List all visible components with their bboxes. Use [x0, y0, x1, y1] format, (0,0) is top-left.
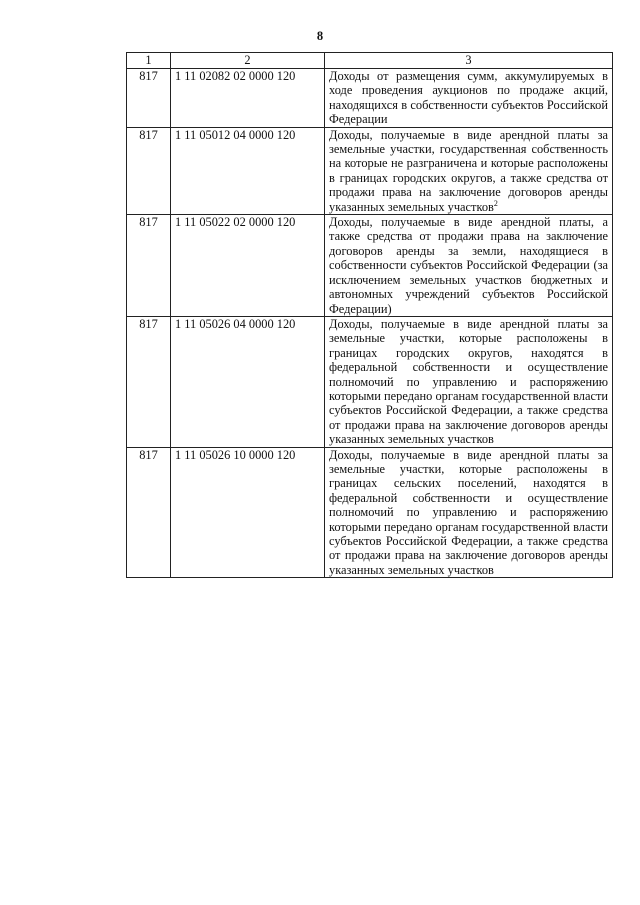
agency-code-cell: 817: [127, 316, 171, 447]
revenue-codes-table: [126, 52, 613, 578]
table-row: [127, 215, 613, 317]
agency-code-cell: 817: [127, 69, 171, 128]
table-header: [127, 53, 613, 69]
revenue-code-cell: 1 11 05012 04 0000 120: [171, 127, 325, 214]
agency-code-cell: 817: [127, 447, 171, 578]
agency-code-cell: 817: [127, 127, 171, 214]
revenue-code-cell: 1 11 05026 04 0000 120: [171, 316, 325, 447]
description-cell: [325, 316, 613, 447]
description-text: Доходы, получаемые в виде арендной платы за земельные участки, которые расположены в границах сельских поселений, находятся в федеральной собственности и осуществление полномочий по управлению и распоряжению которыми передано органам государственной власти субъектов Российской Федерации, а также средства от продажи права на заключение договоров аренды указанных земельных участков: [329, 447, 608, 577]
header-row: [127, 53, 613, 69]
table-row: [127, 316, 613, 447]
table-row: [127, 447, 613, 578]
column-header-3: 3: [325, 53, 613, 69]
table-row: [127, 69, 613, 128]
column-header-1: 1: [127, 53, 171, 69]
revenue-code-cell: 1 11 05022 02 0000 120: [171, 215, 325, 317]
table-row: [127, 127, 613, 214]
footnote-marker: 2: [493, 198, 498, 208]
description-text: Доходы, получаемые в виде арендной платы за земельные участки, которые расположены в границах городских округов, находятся в федеральной собственности и осуществление полномочий по управлению и распоряжению которыми передано органам государственной власти субъектов Российской Федерации, а также средства от продажи права на заключение договоров аренды указанных земельных участков: [329, 316, 608, 447]
table-body: [127, 69, 613, 578]
revenue-code-cell: 1 11 02082 02 0000 120: [171, 69, 325, 128]
description-cell: [325, 447, 613, 578]
revenue-code-cell: 1 11 05026 10 0000 120: [171, 447, 325, 578]
description-cell: [325, 215, 613, 317]
column-header-2: 2: [171, 53, 325, 69]
page-number: 8: [316, 29, 324, 43]
description-text: Доходы, получаемые в виде арендной платы, а также средства от продажи права на заключение договоров аренды за земли, находящиеся в собственности субъектов Российской Федерации (за исключением земельных участков бюджетных и автономных учреждений субъектов Российской Федерации): [329, 215, 608, 316]
agency-code-cell: 817: [127, 215, 171, 317]
description-cell: [325, 69, 613, 128]
description-text: Доходы, получаемые в виде арендной платы за земельные участки, государственная собственность на которые не разграничена и которые расположены в границах городских округов, а также средства от продажи права на заключение договоров аренды указанных земельных участков: [329, 127, 608, 214]
description-cell: [325, 127, 613, 214]
description-text: Доходы от размещения сумм, аккумулируемых в ходе проведения аукционов по продаже акций, находящихся в собственности субъектов Российской Федерации: [329, 69, 608, 127]
